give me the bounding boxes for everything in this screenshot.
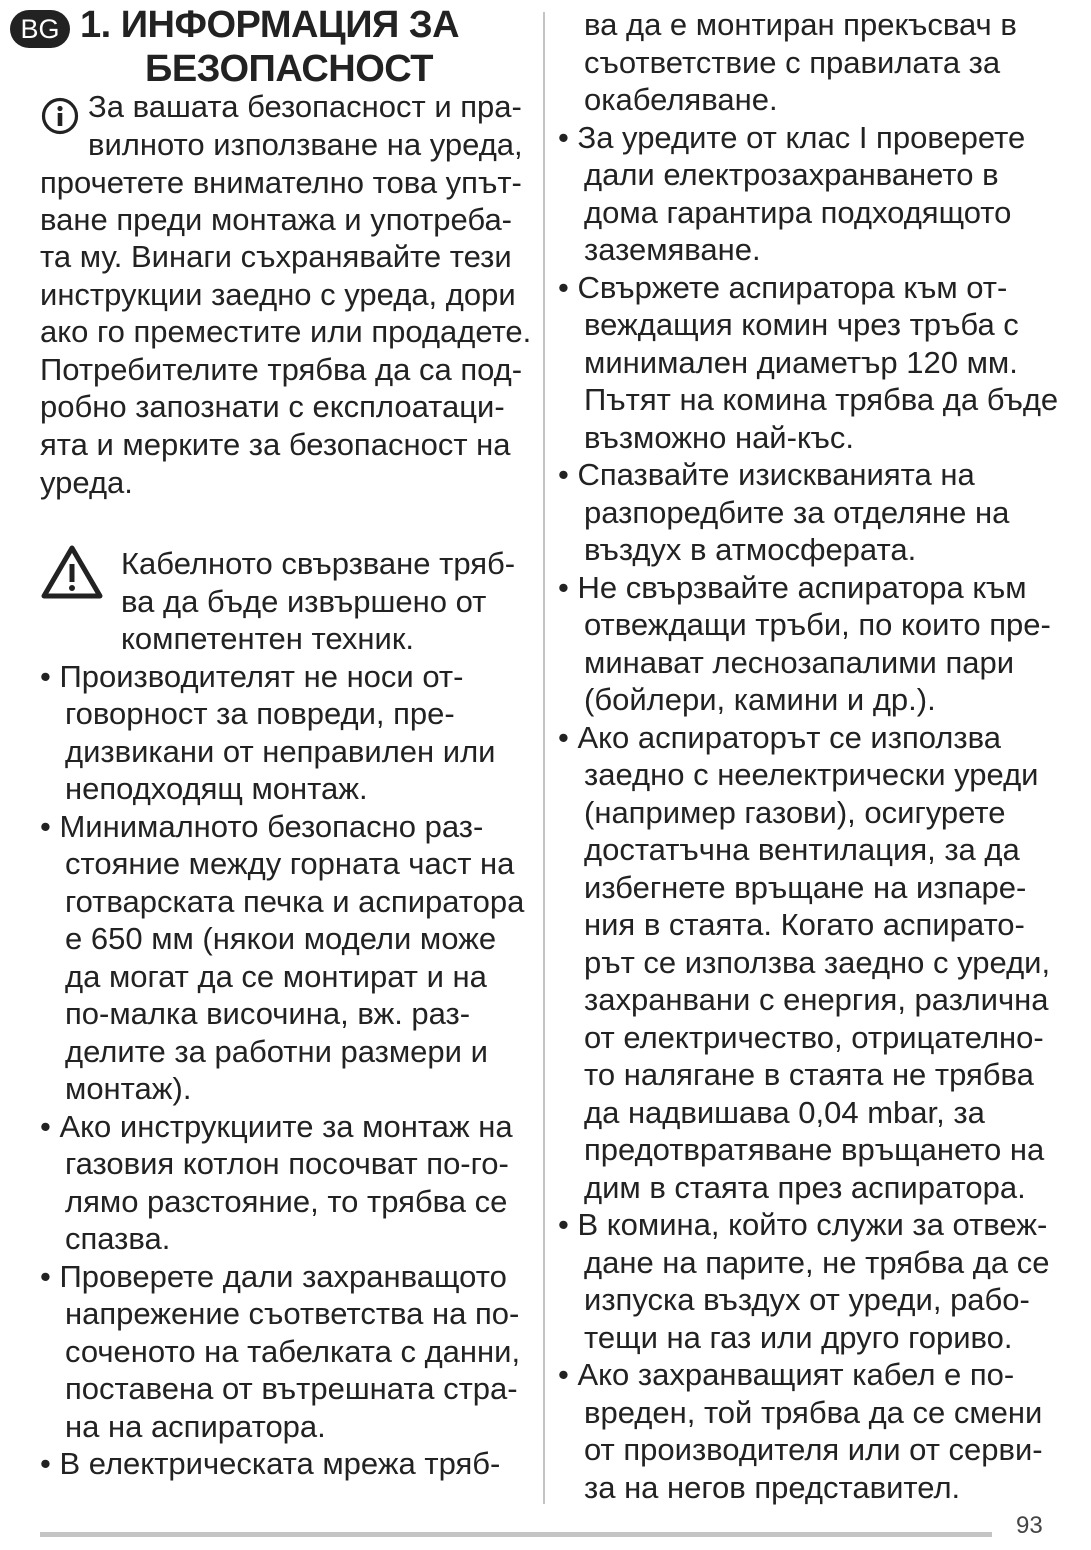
right-text-line: • В комина, който служи за отвеж- [558, 1207, 1048, 1242]
right-text-line: тещи на газ или друго гориво. [584, 1320, 1013, 1355]
right-text-line: веждащия комин чрез тръба с [584, 307, 1019, 342]
right-text-line: захранвани с енергия, различна [584, 982, 1049, 1017]
left-text-line: неподходящ монтаж. [65, 771, 368, 806]
left-text-line: спазва. [65, 1221, 171, 1256]
right-text-line: (бойлери, камини и др.). [584, 682, 936, 717]
left-text-line: • Проверете дали захранващото [40, 1259, 507, 1294]
left-text-line: компетентен техник. [121, 621, 415, 656]
left-text-line: Кабелното свързване тряб- [121, 546, 516, 581]
left-text-line: Потребителите трябва да са под- [40, 352, 523, 387]
right-text-line: избегнете връщане на изпаре- [584, 870, 1027, 905]
right-text-line: рът се използва заедно с уреди, [584, 945, 1051, 980]
right-text-line: Пътят на комина трябва да бъде [584, 382, 1059, 417]
left-text-line: е 650 мм (някои модели може [65, 921, 497, 956]
right-text-line: заедно с неелектрически уреди [584, 757, 1039, 792]
left-text-line: • Производителят не носи от- [40, 659, 464, 694]
right-text-line: ва да е монтиран прекъсвач в [584, 7, 1017, 42]
left-text-line: да могат да се монтират и на [65, 959, 487, 994]
left-text-line: готварската печка и аспиратора [65, 884, 525, 919]
right-text-line: • Свържете аспиратора към от- [558, 270, 1008, 305]
left-text-line: • Ако инструкциите за монтаж на [40, 1109, 513, 1144]
right-text-line: • Не свързвайте аспиратора към [558, 570, 1027, 605]
language-badge: BG [10, 10, 70, 48]
left-text-line: вилното използване на уреда, [88, 127, 523, 162]
left-text-line: робно запознати с експлоатаци- [40, 389, 505, 424]
right-text-line: ния в стаята. Когато аспирато- [584, 907, 1025, 942]
left-text-line: напрежение съответства на по- [65, 1296, 520, 1331]
left-text-line: по-малка височина, вж. раз- [65, 996, 471, 1031]
left-text-line: • Минималното безопасно раз- [40, 809, 484, 844]
right-text-line: от производителя или от серви- [584, 1432, 1043, 1467]
footer-rule [40, 1532, 992, 1537]
right-text-line: отвеждащи тръби, по които пре- [584, 607, 1051, 642]
right-text-line: то налягане в стаята не трябва [584, 1057, 1034, 1092]
left-text-line: стояние между горната част на [65, 846, 515, 881]
right-text-line: за на негов представител. [584, 1470, 961, 1505]
left-text-line: дизвикани от неправилен или [65, 734, 496, 769]
right-text-line: дали електрозахранването в [584, 157, 999, 192]
right-text-line: дим в стаята през аспиратора. [584, 1170, 1026, 1205]
left-text-line: делите за работни размери и [65, 1034, 488, 1069]
left-text-line: монтаж). [65, 1071, 192, 1106]
right-text-line: разпоредбите за отделяне на [584, 495, 1010, 530]
right-text-line: изпуска въздух от уреди, рабо- [584, 1282, 1030, 1317]
left-text-line: поставена от вътрешната стра- [65, 1371, 518, 1406]
right-text-line: да надвишава 0,04 mbar, за [584, 1095, 985, 1130]
left-text-line: ване преди монтажа и употреба- [40, 202, 513, 237]
right-text-line: вреден, той трябва да се смени [584, 1395, 1043, 1430]
right-text-line: дане на парите, не трябва да се [584, 1245, 1050, 1280]
left-text-line: инструкции заедно с уреда, дори [40, 277, 516, 312]
left-text-line: та му. Винаги съхранявайте тези [40, 239, 512, 274]
right-text-line: съответствие с правилата за [584, 45, 1001, 80]
left-text-line: на на аспиратора. [65, 1409, 326, 1444]
left-text-line: ако го преместите или продадете. [40, 314, 532, 349]
right-text-line: предотвратяване връщането на [584, 1132, 1045, 1167]
right-text-line: • Ако захранващият кабел е по- [558, 1357, 1015, 1392]
right-text-line: (например газови), осигурете [584, 795, 1006, 830]
right-text-line: възможно най-къс. [584, 420, 854, 455]
right-text-line: заземяване. [584, 232, 761, 267]
right-text-line: въздух в атмосферата. [584, 532, 917, 567]
right-text-line: дома гарантира подходящото [584, 195, 1012, 230]
right-text-line: • За уредите от клас I проверете [558, 120, 1026, 155]
left-text-line: • В електрическата мрежа тряб- [40, 1446, 501, 1481]
column-divider [543, 12, 545, 1504]
left-text-line: уреда. [40, 465, 133, 500]
right-text-line: минимален диаметър 120 мм. [584, 345, 1018, 380]
left-text-line: ва да бъде извършено от [121, 584, 487, 619]
section-title-line2: БЕЗОПАСНОСТ [145, 48, 433, 90]
left-text-line: лямо разстояние, то трябва се [65, 1184, 508, 1219]
right-text-line: от електричество, отрицателно- [584, 1020, 1044, 1055]
left-text-line: говорност за повреди, пре- [65, 696, 455, 731]
info-icon [40, 96, 80, 136]
left-text-line: соченото на табелката с данни, [65, 1334, 521, 1369]
left-text-line: За вашата безопасност и пра- [88, 89, 522, 124]
left-text-line: прочетете внимателно това упът- [40, 165, 522, 200]
right-text-line: достатъчна вентилация, за да [584, 832, 1020, 867]
page-number: 93 [1016, 1512, 1043, 1539]
warning-triangle-icon [40, 544, 104, 600]
left-text-line: ята и мерките за безопасност на [40, 427, 511, 462]
left-text-line: газовия котлон посочват по-го- [65, 1146, 509, 1181]
right-text-line: • Ако аспираторът се използва [558, 720, 1001, 755]
right-text-line: • Спазвайте изискванията на [558, 457, 975, 492]
section-title-line1: 1. ИНФОРМАЦИЯ ЗА [80, 4, 460, 46]
right-text-line: окабеляване. [584, 82, 778, 117]
right-text-line: минават леснозапалими пари [584, 645, 1015, 680]
